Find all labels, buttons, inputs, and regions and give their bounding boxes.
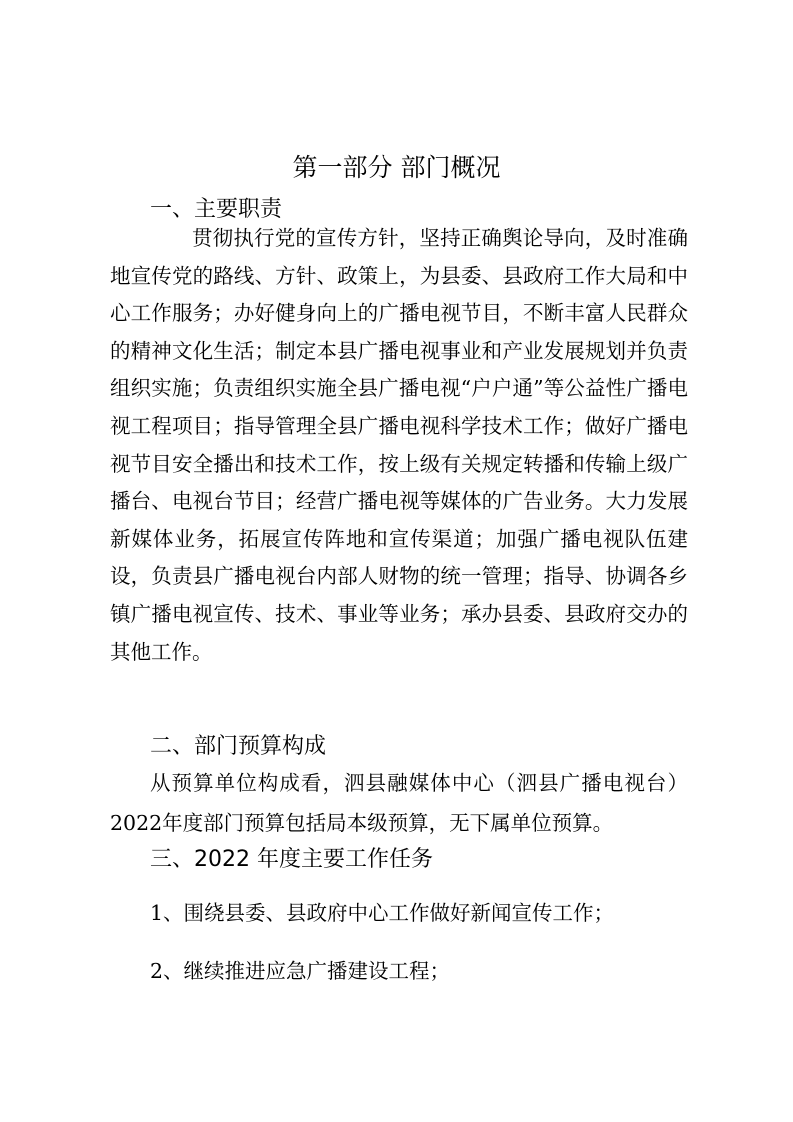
section-body-budget-composition: 从预算单位构成看，泗县融媒体中心（泗县广播电视台）2022年度部门预算包括局本级预算，无下属单位预算。	[110, 771, 688, 835]
section-heading-budget-composition: 二、部门预算构成	[150, 734, 327, 759]
task-list-item: 2、继续推进应急广播建设工程；	[150, 959, 451, 983]
section-heading-duties: 一、主要职责	[150, 197, 283, 222]
task-list-item: 1、围绕县委、县政府中心工作做好新闻宣传工作；	[150, 901, 615, 925]
section-body-duties: 贯彻执行党的宣传方针，坚持正确舆论导向，及时准确地宣传党的路线、方针、政策上，为县委、县政府工作大局和中心工作服务；办好健身向上的广播电视节目，不断丰富人民群众的精神文化生活；制定本县广播电视事业和产业发展规划并负责组织实施；负责组织实施全县广播电视“户户通”等公益性广播电视工程项目；指导管理全县广播电视科学技术工作；做好广播电视节目安全播出和技术工作，按上级有关规定转播和传输上级广播台、电视台节目；经营广播电视等媒体的广告业务。大力发展新媒体业务，拓展宣传阵地和宣传渠道；加强广播电视队伍建设，负责县广播电视台内部人财物的统一管理；指导、协调各乡镇广播电视宣传、技术、事业等业务；承办县委、县政府交办的其他工作。	[110, 226, 688, 664]
section-heading-main-tasks: 三、2022 年度主要工作任务	[150, 847, 433, 872]
document-title: 第一部分 部门概况	[292, 153, 501, 182]
